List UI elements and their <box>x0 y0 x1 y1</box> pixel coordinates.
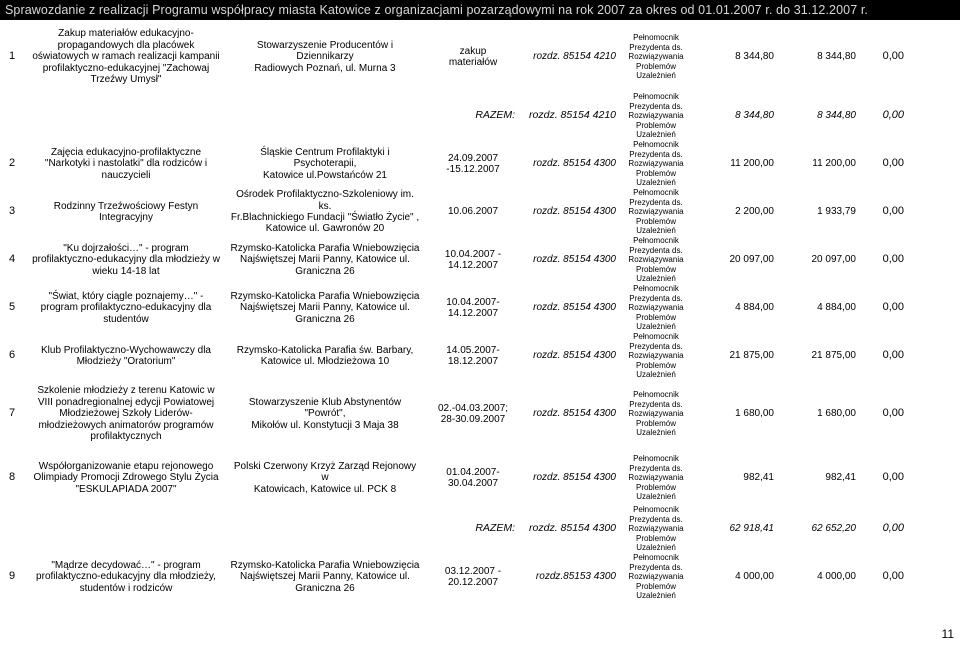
table-row <box>0 454 960 502</box>
row-number: 9 <box>8 570 16 583</box>
date-range: 03.12.2007 - 20.12.2007 <box>444 565 502 588</box>
amount-planned: 982,41 <box>743 472 774 484</box>
table-row <box>0 332 960 380</box>
task-name: "Mądrze decydować…" - program profilaktyczno-edukacyjny dla młodzieży, studentów i rodziców <box>36 559 216 594</box>
amount-other: 0,00 <box>882 349 904 362</box>
amount-planned: 20 097,00 <box>729 254 774 266</box>
sum-other: 0,00 <box>882 109 904 122</box>
amount-spent: 11 200,00 <box>812 158 856 170</box>
amount-spent: 982,41 <box>825 472 856 484</box>
responsible-unit: Pełnomocnik Prezydenta ds. Rozwiązywania Problemów Uzależnień <box>628 188 684 236</box>
date-range: 10.04.2007 - 14.12.2007 <box>444 248 502 271</box>
sum-row <box>0 92 960 140</box>
responsible-unit: Pełnomocnik Prezydenta ds. Rozwiązywania Problemów Uzależnień <box>628 140 684 188</box>
responsible-unit: Pełnomocnik Prezydenta ds. Rozwiązywania Problemów Uzależnień <box>628 33 684 81</box>
row-number: 5 <box>8 301 16 314</box>
organization: Rzymsko-Katolicka Parafia Wniebowzięcia Najświętszej Marii Panny, Katowice ul. Graniczna 26 <box>230 559 420 594</box>
organization: Rzymsko-Katolicka Parafia św. Barbary, Katowice ul. Młodzieżowa 10 <box>236 344 414 367</box>
responsible-unit: Pełnomocnik Prezydenta ds. Rozwiązywania Problemów Uzależnień <box>628 92 684 140</box>
amount-planned: 4 000,00 <box>735 571 774 583</box>
row-number: 1 <box>8 50 16 63</box>
responsible-unit: Pełnomocnik Prezydenta ds. Rozwiązywania Problemów Uzależnień <box>628 284 684 332</box>
amount-other: 0,00 <box>882 253 904 266</box>
amount-other: 0,00 <box>882 301 904 314</box>
responsible-unit: Pełnomocnik Prezydenta ds. Rozwiązywania Problemów Uzależnień <box>628 553 684 601</box>
row-number: 4 <box>8 253 16 266</box>
task-name: Zakup materiałów edukacyjno- propagandowych dla placówek oświatowych w ramach realizacji kampanii profilaktyczno-edukacyjnej "Zachowaj Trzeźwy Umysł" <box>32 28 220 86</box>
report-header: Sprawozdanie z realizacji Programu współpracy miasta Katowice z organizacjami pozarządowymi na rok 2007 za okres od 01.01.2007 r. do 31.12.2007 r. <box>0 0 960 20</box>
responsible-unit: Pełnomocnik Prezydenta ds. Rozwiązywania Problemów Uzależnień <box>628 236 684 284</box>
amount-spent: 8 344,80 <box>817 51 856 63</box>
responsible-unit: Pełnomocnik Prezydenta ds. Rozwiązywania Problemów Uzależnień <box>628 454 684 502</box>
budget-section: rozdz. 85154 4210 <box>533 51 616 63</box>
organization: Ośrodek Profilaktyczno-Szkoleniowy im. ks. Fr.Blachnickiego Fundacji "Światło Życie" , Katowice ul. Gawronów 20 <box>230 189 420 235</box>
table-row <box>0 380 960 448</box>
task-name: Klub Profilaktyczno-Wychowawczy dla Młodzieży "Oratorium" <box>41 344 211 367</box>
budget-section: rozdz. 85154 4300 <box>533 206 616 218</box>
budget-section: rozdz.85153 4300 <box>535 571 616 583</box>
date-range: 14.05.2007- 18.12.2007 <box>446 344 500 367</box>
budget-section: rozdz. 85154 4300 <box>533 254 616 266</box>
sum-row <box>0 505 960 553</box>
sum-other: 0,00 <box>882 522 904 535</box>
sum-planned: 62 918,41 <box>729 523 774 535</box>
responsible-unit: Pełnomocnik Prezydenta ds. Rozwiązywania Problemów Uzależnień <box>628 505 684 553</box>
amount-spent: 20 097,00 <box>811 254 856 266</box>
sum-label: RAZEM: rozdz. 85154 4300 <box>475 522 616 535</box>
amount-planned: 11 200,00 <box>730 158 774 170</box>
amount-spent: 4 884,00 <box>817 302 856 314</box>
date-range: 10.06.2007 <box>447 206 499 218</box>
budget-section: rozdz. 85154 4300 <box>533 302 616 314</box>
budget-section: rozdz. 85154 4300 <box>533 408 616 420</box>
page-number: 11 <box>941 627 954 641</box>
table-row <box>0 284 960 332</box>
amount-spent: 1 933,79 <box>817 206 856 218</box>
task-name: "Ku dojrzałości…" - program profilaktyczno-edukacyjny dla młodzieży w wieku 14-18 lat <box>32 242 220 277</box>
date-range: 02.-04.03.2007; 28-30.09.2007 <box>437 402 509 425</box>
organization: Śląskie Centrum Profilaktyki i Psychoterapii, Katowice ul.Powstańców 21 <box>260 146 390 181</box>
amount-other: 0,00 <box>882 157 904 170</box>
sum-planned: 8 344,80 <box>735 110 774 122</box>
responsible-unit: Pełnomocnik Prezydenta ds. Rozwiązywania Problemów Uzależnień <box>628 390 684 438</box>
organization: Rzymsko-Katolicka Parafia Wniebowzięcia Najświętszej Marii Panny, Katowice ul. Graniczna 26 <box>230 290 420 325</box>
sum-spent: 8 344,80 <box>817 110 856 122</box>
table-row <box>0 140 960 188</box>
amount-planned: 8 344,80 <box>735 51 774 63</box>
organization: Stowarzyszenie Producentów i Dziennikarzy Radiowych Poznań, ul. Murna 3 <box>254 39 396 74</box>
row-number: 3 <box>8 205 16 218</box>
task-name: Współorganizowanie etapu rejonowego Olimpiady Promocji Zdrowego Stylu Życia "ESKULAPIADA 2007" <box>33 460 219 495</box>
date-range: 01.04.2007- 30.04.2007 <box>446 466 500 489</box>
amount-other: 0,00 <box>882 570 904 583</box>
amount-other: 0,00 <box>882 407 904 420</box>
date-range: 10.04.2007- 14.12.2007 <box>446 296 500 319</box>
organization: Stowarzyszenie Klub Abstynentów "Powrót", Mikołów ul. Konstytucji 3 Maja 38 <box>248 396 402 431</box>
task-name: Rodzinny Trzeźwościowy Festyn Integracyjny <box>53 200 199 223</box>
row-number: 2 <box>8 157 16 170</box>
budget-section: rozdz. 85154 4300 <box>533 158 616 170</box>
amount-planned: 2 200,00 <box>735 206 774 218</box>
task-name: Szkolenie młodzieży z terenu Katowic w VIII ponadregionalnej edycji Powiatowej Młodzieżowej Szkoły Liderów- młodzieżowych animatorów programów profilaktycznych <box>37 385 215 443</box>
task-name: Zajęcia edukacyjno-profilaktyczne "Narkotyki i nastolatki" dla rodziców i nauczycieli <box>44 146 208 181</box>
table-row <box>0 236 960 284</box>
amount-spent: 4 000,00 <box>817 571 856 583</box>
budget-section: rozdz. 85154 4300 <box>533 350 616 362</box>
row-number: 6 <box>8 349 16 362</box>
amount-spent: 21 875,00 <box>811 350 856 362</box>
date-range: 24.09.2007 -15.12.2007 <box>446 152 500 175</box>
amount-planned: 1 680,00 <box>735 408 774 420</box>
amount-other: 0,00 <box>882 205 904 218</box>
task-name: "Świat, który ciągle poznajemy…" - program profilaktyczno-edukacyjny dla studentów <box>40 290 212 325</box>
table-row <box>0 553 960 601</box>
date-range: zakup materiałów <box>448 45 498 68</box>
table-row <box>0 188 960 236</box>
organization: Rzymsko-Katolicka Parafia Wniebowzięcia Najświętszej Marii Panny, Katowice ul. Graniczna 26 <box>230 242 420 277</box>
row-number: 7 <box>8 407 16 420</box>
amount-planned: 4 884,00 <box>735 302 774 314</box>
amount-other: 0,00 <box>882 471 904 484</box>
sum-label: RAZEM: rozdz. 85154 4210 <box>475 109 616 122</box>
table-row <box>0 22 960 92</box>
row-number: 8 <box>8 471 16 484</box>
organization: Polski Czerwony Krzyż Zarząd Rejonowy w Katowicach, Katowice ul. PCK 8 <box>233 460 417 495</box>
amount-other: 0,00 <box>882 50 904 63</box>
responsible-unit: Pełnomocnik Prezydenta ds. Rozwiązywania Problemów Uzależnień <box>628 332 684 380</box>
budget-section: rozdz. 85154 4300 <box>533 472 616 484</box>
amount-planned: 21 875,00 <box>729 350 774 362</box>
amount-spent: 1 680,00 <box>817 408 856 420</box>
sum-spent: 62 652,20 <box>811 523 856 535</box>
